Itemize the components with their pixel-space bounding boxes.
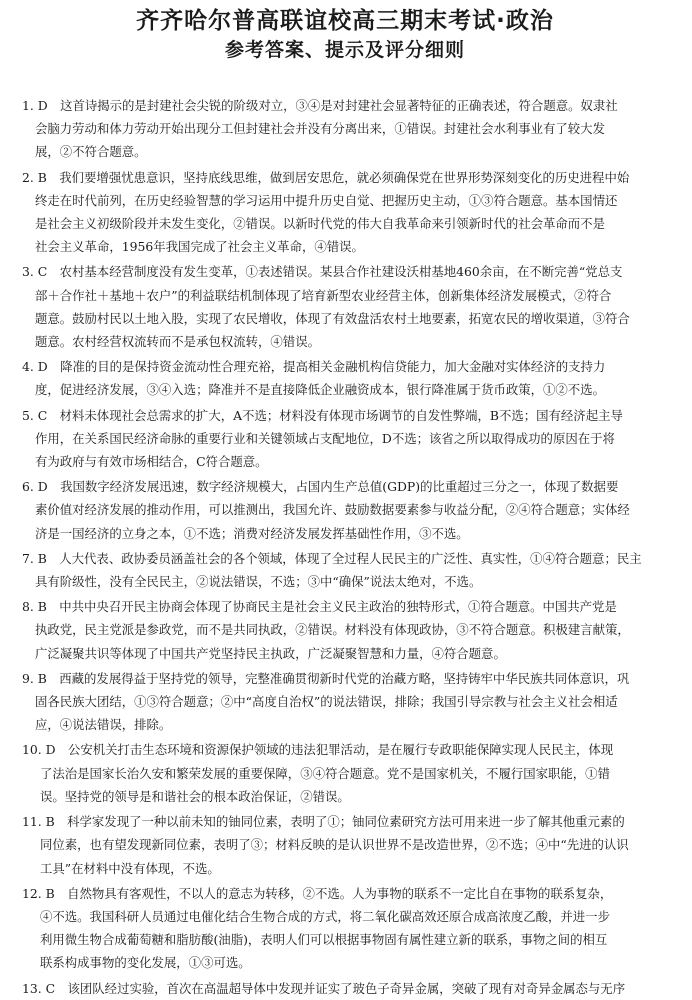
answer-item [22, 260, 668, 353]
answer-line: 13. C 该团队经过实验，首次在高温超导体中发现并证实了玻色子奇异金属，突破了现有对奇异金属态与无序 [22, 980, 626, 996]
page-title: 齐齐哈尔普高联谊校高三期末考试·政治 [136, 8, 554, 34]
answer-item [22, 667, 668, 737]
answer-line: 会脑力劳动和体力劳动开始出现分工但封建社会并没有分离出来，①错误。封建社会水利事业有了较大发 [35, 121, 605, 137]
answer-line: 展，②不符合题意。 [35, 144, 147, 160]
answer-line: 同位素，也有望发现新同位素，表明了③；材料反映的是认识世界不是改造世界，②不选；④中“先进的认识 [40, 837, 629, 853]
answer-line: 具有阶级性，没有全民民主，②说法错误，不选；③中“确保”说法太绝对，不选。 [35, 574, 482, 590]
answer-line: 是社会主义初级阶段并未发生变化，②错误。以新时代党的伟大自我革命来引领新时代的社会革命而不是 [35, 216, 605, 232]
answer-line: 度，促进经济发展，③④入选；降准并不是直接降低企业融资成本，银行降准属于货币政策，①②不选。 [35, 382, 605, 398]
answer-line: 济是一国经济的立身之本，①不选；消费对经济发展发挥基础性作用，③不选。 [35, 525, 469, 541]
answer-item [22, 810, 668, 880]
answer-line: 10. D 公安机关打击生态环境和资源保护领域的违法犯罪活动，是在履行专政职能保障实现人民民主，体现 [22, 742, 614, 758]
answer-line: 7. B 人大代表、政协委员涵盖社会的各个领域，体现了全过程人民民主的广泛性、真实性，①④符合题意；民主 [22, 550, 642, 566]
answer-line: 4. D 降准的目的是保持资金流动性合理充裕，提高相关金融机构信贷能力，加大金融对实体经济的支持力 [22, 359, 606, 375]
answer-line: 3. C 农村基本经营制度没有发生变革，①表述错误。某县合作社建设沃柑基地460余亩，在不断完善“党总支 [22, 264, 623, 280]
answer-line: 6. D 我国数字经济发展迅速，数字经济规模大，占国内生产总值(GDP)的比重超过三分之一，体现了数据要 [22, 479, 619, 495]
answer-line: 广泛凝聚共识等体现了中国共产党坚持民主执政，广泛凝聚智慧和力量，④符合题意。 [35, 645, 506, 661]
answer-line: 12. B 自然物具有客观性，不以人的意志为转移，②不选。人为事物的联系不一定比自在事物的联系复杂， [22, 885, 613, 901]
page-subtitle: 参考答案、提示及评分细则 [224, 39, 465, 61]
answer-line: 素价值对经济发展的推动作用，可以推测出，我国允许、鼓励数据要素参与收益分配，②④符合题意；实体经 [35, 502, 630, 518]
answer-item [22, 738, 668, 808]
answer-line: 工具”在材料中没有体现，不选。 [40, 860, 220, 876]
answer-item [22, 166, 668, 259]
answer-line: 作用，在关系国民经济命脉的重要行业和关键领域占支配地位，D不选；该省之所以取得成功的原因在于将 [35, 430, 615, 446]
answer-line: 执政党，民主党派是参政党，而不是共同执政，②错误。材料没有体现政协，③不符合题意。积极建言献策， [35, 622, 630, 638]
answer-item [22, 547, 668, 593]
answer-item [22, 475, 668, 545]
answer-line: 有为政府与有效市场相结合，C符合题意。 [35, 454, 268, 470]
answer-line: 固各民族大团结，①③符合题意；②中“高度自治权”的说法错误，排除；我国引导宗教与社会主义社会相适 [35, 694, 618, 710]
answer-line: ④不选。我国科研人员通过电催化结合生物合成的方式，将二氧化碳高效还原合成高浓度乙酸，并进一步 [40, 908, 610, 924]
answer-line: 应，④说法错误，排除。 [35, 717, 172, 733]
answer-line: 2. B 我们要增强忧患意识，坚持底线思维，做到居安思危，就必须确保党在世界形势深刻变化的历史进程中始 [22, 169, 630, 185]
answer-line: 9. B 西藏的发展得益于坚持党的领导，完整准确贯彻新时代党的治藏方略，坚持铸牢中华民族共同体意识，巩 [22, 670, 630, 686]
answer-line: 终走在时代前列，在历史经验智慧的学习运用中提升历史自觉、把握历史主动，①③符合题意。基本国情还 [35, 192, 618, 208]
answer-item [22, 595, 668, 665]
answer-line: 8. B 中共中央召开民主协商会体现了协商民主是社会主义民主政治的独特形式，①符合题意。中国共产党是 [22, 599, 617, 615]
answer-line: 社会主义革命，1956年我国完成了社会主义革命，④错误。 [35, 239, 364, 255]
answer-line: 联系构成事物的变化发展，①③可选。 [40, 955, 251, 971]
answer-line: 1. D 这首诗揭示的是封建社会尖锐的阶级对立，③④是对封建社会显著特征的正确表述，符合题意。奴隶社 [22, 98, 618, 113]
answer-line: 了法治是国家长治久安和繁荣发展的重要保障，③④符合题意。党不是国家机关，不履行国家职能，①错 [40, 765, 610, 781]
answer-line: 部＋合作社＋基地＋农户”的利益联结机制体现了培育新型农业经营主体，创新集体经济发展模式，②符合 [35, 287, 612, 303]
answer-line: 题意。农村经营权流转而不是承包权流转，④错误。 [35, 334, 320, 350]
answer-item [22, 355, 668, 401]
answer-line: 11. B 科学家发现了一种以前未知的铀同位素，表明了①；铀同位素研究方法可用来进一步了解其他重元素的 [22, 814, 625, 830]
answer-item [22, 882, 668, 975]
answer-line: 利用微生物合成葡萄糖和脂肪酸(油脂)，表明人们可以根据事物固有属性建立新的联系，事物之间的相互 [40, 932, 608, 948]
answer-item [22, 404, 668, 474]
answer-line: 题意。鼓励村民以土地入股，实现了农民增收，体现了有效盘活农村土地要素，拓宽农民的增收渠道，③符合 [35, 310, 630, 326]
answer-line: 误。坚持党的领导是和谐社会的根本政治保证，②错误。 [40, 788, 350, 804]
answer-list [22, 94, 668, 1000]
answer-line: 5. C 材料未体现社会总需求的扩大，A不选；材料没有体现市场调节的自发性弊端，B不选；国有经济起主导 [22, 407, 623, 423]
answer-item [22, 977, 668, 1000]
answer-item [22, 94, 668, 164]
